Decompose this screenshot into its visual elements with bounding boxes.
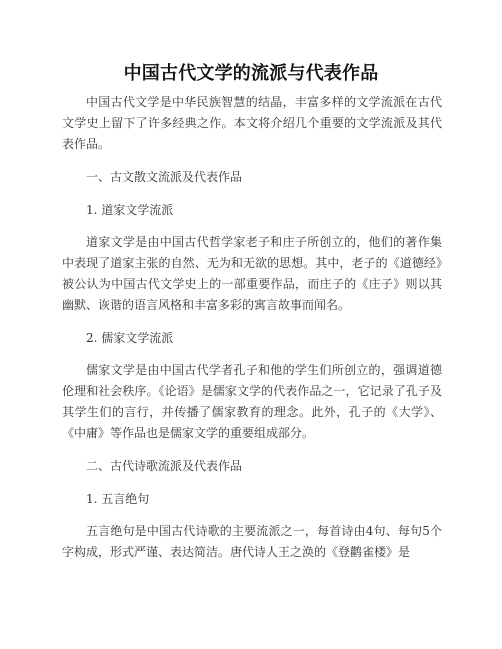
section-heading-poetry: 二、古代诗歌流派及代表作品 <box>86 459 243 473</box>
intro-paragraph: 中国古代文学是中华民族智慧的结晶，丰富多样的文学流派在古代文学史上留下了许多经典之作。本文将介绍几个重要的文学流派及其代表作品。 <box>62 95 442 151</box>
paragraph-taoist: 道家文学是由中国古代哲学家老子和庄子所创立的，他们的著作集中表现了道家主张的自然、无为和无欲的思想。其中，老子的《道德经》被公认为中国古代文学史上的一部重要作品，而庄子的《庄子》则以其幽默、诙谐的语言风格和丰富多彩的寓言故事而闻名。 <box>62 235 442 312</box>
paragraph-confucian: 儒家文学是由中国古代学者孔子和他的学生们所创立的，强调道德伦理和社会秩序。《论语》是儒家文学的代表作品之一，它记录了孔子及其学生们的言行，并传播了儒家教育的理念。此外，孔子的《大学》、《中庸》等作品也是儒家文学的重要组成部分。 <box>62 363 442 440</box>
subsection-heading-confucian: 2. 儒家文学流派 <box>86 331 174 345</box>
document-title: 中国古代文学的流派与代表作品 <box>123 63 379 84</box>
subsection-heading-five-char: 1. 五言绝句 <box>86 492 150 506</box>
section-heading-prose: 一、古文散文流派及代表作品 <box>86 170 243 184</box>
subsection-heading-taoist: 1. 道家文学流派 <box>86 203 174 217</box>
paragraph-five-char: 五言绝句是中国古代诗歌的主要流派之一，每首诗由4句、每句5个字构成，形式严谨、表达简洁。唐代诗人王之涣的《登鹳雀楼》是 <box>62 524 442 559</box>
